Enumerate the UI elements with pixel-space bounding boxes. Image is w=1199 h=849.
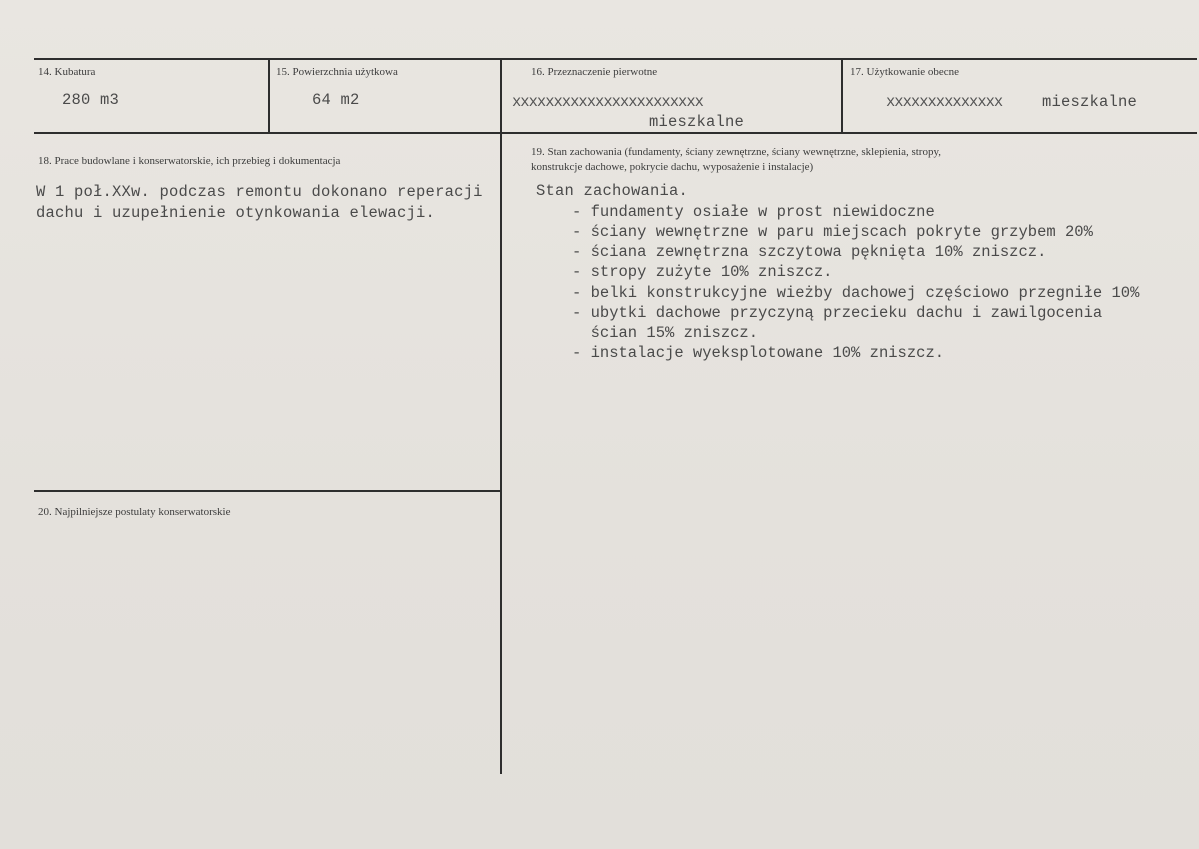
list-item: - ubytki dachowe przyczyną przecieku dachu i zawilgocenia: [572, 304, 1103, 322]
top-rule: [34, 58, 1197, 60]
list-item: - ściana zewnętrzna szczytowa pęknięta 10% zniszcz.: [572, 243, 1047, 261]
field19-heading: Stan zachowania.: [536, 182, 689, 200]
field15-label: 15. Powierzchnia użytkowa: [276, 66, 398, 78]
field17-struck-value: xxxxxxxxxxxxxx: [886, 93, 1003, 111]
field16-struck-value: xxxxxxxxxxxxxxxxxxxxxxx: [512, 93, 703, 111]
col-divider-16-17: [841, 58, 843, 133]
col-divider-main: [500, 58, 502, 774]
field17-label: 17. Użytkowanie obecne: [850, 66, 960, 78]
field14-value: 280 m3: [62, 91, 120, 109]
list-item: - ściany wewnętrzne w paru miejscach pokryte grzybem 20%: [572, 223, 1093, 241]
list-item: - fundamenty osiałe w prost niewidoczne: [572, 203, 935, 221]
field16-value: mieszkalne: [649, 113, 745, 131]
field17-value: mieszkalne: [1042, 93, 1138, 111]
field14-label: 14. Kubatura: [38, 66, 96, 78]
list-item: - belki konstrukcyjne wieżby dachowej częściowo przegniłe 10%: [572, 284, 1140, 302]
row1-bottom-rule: [34, 132, 1197, 134]
field15-value: 64 m2: [312, 91, 360, 109]
col-divider-14-15: [268, 58, 270, 133]
field18-bottom-rule: [34, 490, 501, 492]
field18-line: dachu i uzupełnienie otynkowania elewacji.: [36, 204, 436, 222]
field18-line: W 1 poł.XXw. podczas remontu dokonano reperacji: [36, 183, 483, 201]
field16-label: 16. Przeznaczenie pierwotne: [531, 66, 658, 78]
field18-label: 18. Prace budowlane i konserwatorskie, ich przebieg i dokumentacja: [38, 155, 341, 167]
list-item: ścian 15% zniszcz.: [572, 324, 759, 342]
list-item: - stropy zużyte 10% zniszcz.: [572, 263, 833, 281]
field20-label: 20. Najpilniejsze postulaty konserwatorskie: [38, 506, 231, 518]
field19-label-cont: konstrukcje dachowe, pokrycie dachu, wyposażenie i instalacje): [531, 161, 814, 173]
field19-label: 19. Stan zachowania (fundamenty, ściany zewnętrzne, ściany wewnętrzne, sklepienia, stropy,: [531, 146, 942, 158]
list-item: - instalacje wyeksplotowane 10% zniszcz.: [572, 344, 945, 362]
